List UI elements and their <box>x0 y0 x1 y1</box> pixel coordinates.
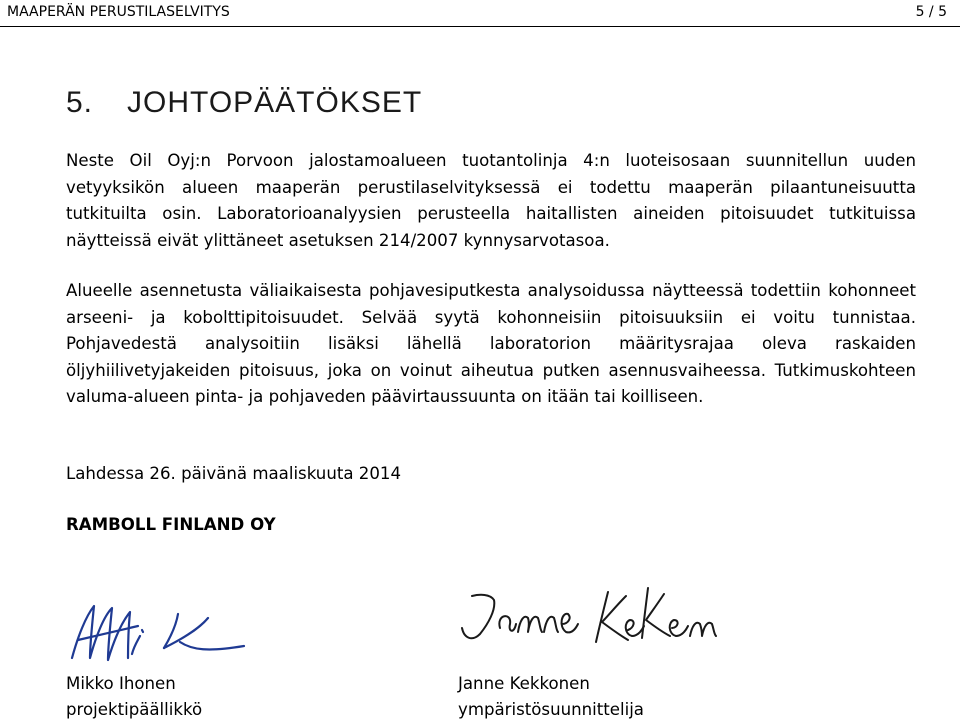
header-divider <box>0 26 960 27</box>
signature-mikko-ihonen <box>68 596 258 668</box>
signer-2-role: ympäristösuunnittelija <box>458 700 644 719</box>
section-heading <box>66 86 422 120</box>
signature-janne-kekkonen <box>458 584 720 664</box>
section-title: JOHTOPÄÄTÖKSET <box>127 86 423 119</box>
section-number: 5. <box>66 86 94 119</box>
signer-1-name: Mikko Ihonen <box>66 674 176 693</box>
signer-1-role: projektipäällikkö <box>66 700 203 719</box>
page-header <box>0 0 960 26</box>
document-title: MAAPERÄN PERUSTILASELVITYS <box>7 4 230 20</box>
signer-2-name: Janne Kekkonen <box>458 674 590 693</box>
place-date: Lahdessa 26. päivänä maaliskuuta 2014 <box>66 464 402 483</box>
paragraph-conclusions-groundwater: Alueelle asennetusta väliaikaisesta pohjavesiputkesta analysoidussa näytteessä todettiin kohonneet arseeni- ja kobolttipitoisuudet. Selvää syytä kohonneisiin pitoisuuksiin ei voitu tunnistaa. Pohjavedestä analysoitiin lisäksi lähellä laboratorion määritysrajaa oleva raskaiden öljyhiilivetyjakeiden pitoisuus, joka on voinut aiheutua putken asennusvaiheessa. Tutkimuskohteen valuma-alueen pinta- ja pohjaveden päävirtaussuunta on itään tai koilliseen. <box>66 281 916 406</box>
company-name: RAMBOLL FINLAND OY <box>66 515 276 534</box>
page-number: 5 / 5 <box>915 4 947 20</box>
signer-1 <box>66 671 202 723</box>
signer-2 <box>458 671 644 723</box>
paragraph-conclusions-soil: Neste Oil Oyj:n Porvoon jalostamoalueen tuotantolinja 4:n luoteisosaan suunnitellun uuden vetyyksikön alueen maaperän perustilaselvityksessä ei todettu maaperän pilaantuneisuutta tutkituilta osin. Laboratorioanalyysien perusteella haitallisten aineiden pitoisuudet tutkituissa näytteissä eivät ylittäneet asetuksen 214/2007 kynnysarvotasoa. <box>66 151 916 250</box>
